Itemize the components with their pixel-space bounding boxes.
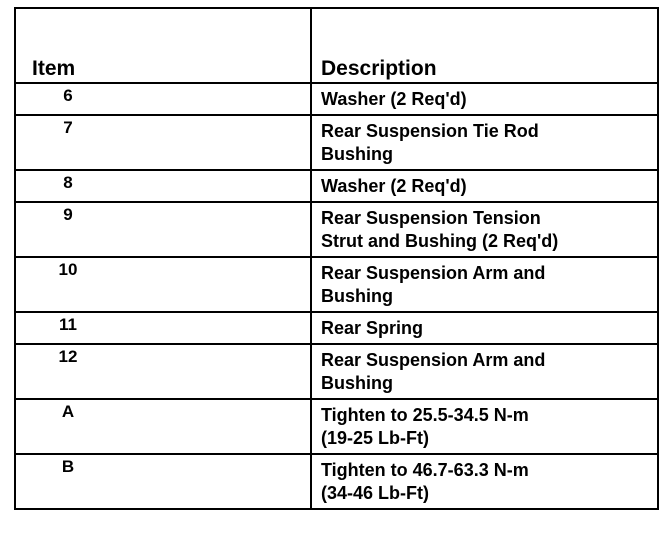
description-cell: Tighten to 25.5-34.5 N-m (19-25 Lb-Ft) bbox=[311, 399, 658, 454]
item-cell bbox=[15, 257, 311, 312]
item-column-header: Item bbox=[15, 8, 311, 83]
table-row bbox=[15, 344, 658, 399]
description-cell: Washer (2 Req'd) bbox=[311, 170, 658, 202]
description-cell: Rear Suspension Tension Strut and Bushing (2 Req'd) bbox=[311, 202, 658, 257]
item-cell bbox=[15, 399, 311, 454]
description-cell: Rear Spring bbox=[311, 312, 658, 344]
header-row bbox=[15, 8, 658, 83]
description-cell: Rear Suspension Arm and Bushing bbox=[311, 257, 658, 312]
table-row bbox=[15, 83, 658, 115]
table-row bbox=[15, 202, 658, 257]
table-row bbox=[15, 454, 658, 509]
item-number: 8 bbox=[63, 173, 73, 192]
parts-table bbox=[14, 7, 659, 510]
table-row bbox=[15, 399, 658, 454]
description-cell: Rear Suspension Arm and Bushing bbox=[311, 344, 658, 399]
item-cell bbox=[15, 170, 311, 202]
item-number: 10 bbox=[58, 260, 78, 279]
table-row bbox=[15, 257, 658, 312]
item-number: 9 bbox=[63, 205, 73, 224]
description-cell: Tighten to 46.7-63.3 N-m (34-46 Lb-Ft) bbox=[311, 454, 658, 509]
item-cell bbox=[15, 202, 311, 257]
item-cell bbox=[15, 344, 311, 399]
item-number: 7 bbox=[63, 118, 73, 137]
table-row bbox=[15, 312, 658, 344]
table-row bbox=[15, 115, 658, 170]
item-number: A bbox=[61, 402, 75, 421]
item-cell bbox=[15, 83, 311, 115]
item-cell bbox=[15, 312, 311, 344]
item-number: 6 bbox=[63, 86, 73, 105]
description-cell: Rear Suspension Tie Rod Bushing bbox=[311, 115, 658, 170]
description-column-header: Description bbox=[311, 8, 658, 83]
item-number: 12 bbox=[58, 347, 78, 366]
table-row bbox=[15, 170, 658, 202]
description-cell: Washer (2 Req'd) bbox=[311, 83, 658, 115]
item-cell bbox=[15, 115, 311, 170]
item-number: B bbox=[61, 457, 75, 476]
item-number: 11 bbox=[59, 315, 77, 334]
item-cell bbox=[15, 454, 311, 509]
